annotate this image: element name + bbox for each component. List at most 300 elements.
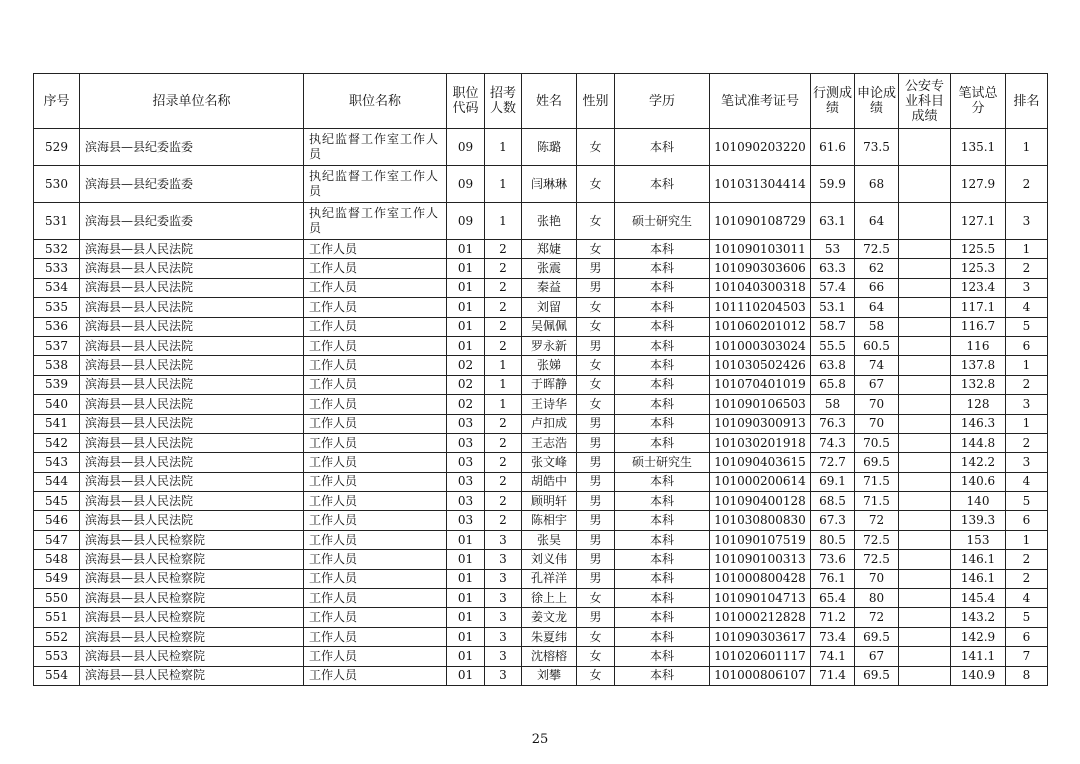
cell-index: 545: [34, 492, 80, 511]
cell-gender: 男: [577, 530, 615, 549]
cell-name: 孔祥洋: [522, 569, 577, 588]
cell-rank: 5: [1006, 608, 1048, 627]
table-row: [34, 608, 1048, 627]
cell-index: 554: [34, 666, 80, 685]
cell-gender: 男: [577, 472, 615, 491]
cell-total-score: 117.1: [951, 298, 1006, 317]
cell-unit: 滨海县—县纪委监委: [80, 203, 304, 240]
cell-education: 本科: [615, 356, 710, 375]
cell-index: 539: [34, 375, 80, 394]
cell-total-score: 135.1: [951, 129, 1006, 166]
cell-gender: 女: [577, 129, 615, 166]
cell-gender: 女: [577, 589, 615, 608]
cell-education: 本科: [615, 647, 710, 666]
table-row: [34, 647, 1048, 666]
cell-unit: 滨海县—县人民检察院: [80, 530, 304, 549]
cell-total-score: 140: [951, 492, 1006, 511]
table-row: [34, 589, 1048, 608]
cell-code: 02: [447, 395, 485, 414]
cell-essay-score: 71.5: [855, 492, 899, 511]
cell-essay-score: 70: [855, 414, 899, 433]
cell-gender: 男: [577, 259, 615, 278]
cell-index: 552: [34, 627, 80, 646]
cell-index: 548: [34, 550, 80, 569]
cell-total-score: 116.7: [951, 317, 1006, 336]
cell-essay-score: 70.5: [855, 433, 899, 452]
cell-position: 工作人员: [304, 395, 447, 414]
cell-exam-id: 101030201918: [710, 433, 811, 452]
cell-quota: 3: [485, 627, 522, 646]
cell-aptitude-score: 68.5: [811, 492, 855, 511]
results-table: [33, 73, 1048, 686]
cell-education: 本科: [615, 530, 710, 549]
cell-gender: 女: [577, 395, 615, 414]
cell-quota: 2: [485, 414, 522, 433]
cell-essay-score: 64: [855, 203, 899, 240]
cell-education: 本科: [615, 278, 710, 297]
cell-name: 胡皓中: [522, 472, 577, 491]
cell-quota: 1: [485, 395, 522, 414]
cell-code: 01: [447, 589, 485, 608]
table-row: [34, 298, 1048, 317]
cell-name: 张震: [522, 259, 577, 278]
cell-unit: 滨海县—县人民法院: [80, 472, 304, 491]
table-row: [34, 203, 1048, 240]
cell-quota: 3: [485, 550, 522, 569]
cell-police-score: [899, 569, 951, 588]
cell-code: 01: [447, 608, 485, 627]
cell-index: 550: [34, 589, 80, 608]
cell-unit: 滨海县—县人民法院: [80, 259, 304, 278]
cell-code: 01: [447, 317, 485, 336]
cell-position: 工作人员: [304, 511, 447, 530]
cell-total-score: 145.4: [951, 589, 1006, 608]
cell-total-score: 146.3: [951, 414, 1006, 433]
cell-education: 本科: [615, 589, 710, 608]
cell-police-score: [899, 433, 951, 452]
cell-aptitude-score: 74.3: [811, 433, 855, 452]
cell-total-score: 146.1: [951, 569, 1006, 588]
cell-gender: 女: [577, 647, 615, 666]
cell-unit: 滨海县—县人民法院: [80, 336, 304, 355]
cell-aptitude-score: 71.4: [811, 666, 855, 685]
cell-essay-score: 72.5: [855, 530, 899, 549]
cell-education: 本科: [615, 317, 710, 336]
cell-index: 549: [34, 569, 80, 588]
cell-unit: 滨海县—县人民检察院: [80, 550, 304, 569]
cell-exam-id: 101030502426: [710, 356, 811, 375]
table-row: [34, 472, 1048, 491]
cell-education: 本科: [615, 550, 710, 569]
cell-position: 工作人员: [304, 492, 447, 511]
cell-aptitude-score: 57.4: [811, 278, 855, 297]
cell-quota: 2: [485, 298, 522, 317]
cell-unit: 滨海县—县人民法院: [80, 453, 304, 472]
col-header-quota: 招考人数: [485, 74, 522, 129]
cell-police-score: [899, 511, 951, 530]
cell-exam-id: 101090106503: [710, 395, 811, 414]
cell-aptitude-score: 63.1: [811, 203, 855, 240]
cell-unit: 滨海县—县人民法院: [80, 433, 304, 452]
cell-name: 张娣: [522, 356, 577, 375]
cell-rank: 4: [1006, 298, 1048, 317]
cell-unit: 滨海县—县人民法院: [80, 492, 304, 511]
cell-rank: 5: [1006, 492, 1048, 511]
cell-aptitude-score: 63.8: [811, 356, 855, 375]
cell-aptitude-score: 65.8: [811, 375, 855, 394]
cell-gender: 男: [577, 414, 615, 433]
cell-total-score: 125.3: [951, 259, 1006, 278]
cell-essay-score: 67: [855, 647, 899, 666]
cell-essay-score: 72: [855, 511, 899, 530]
cell-essay-score: 66: [855, 278, 899, 297]
cell-position: 工作人员: [304, 356, 447, 375]
cell-position: 工作人员: [304, 298, 447, 317]
cell-aptitude-score: 65.4: [811, 589, 855, 608]
cell-code: 01: [447, 569, 485, 588]
cell-total-score: 127.9: [951, 166, 1006, 203]
cell-quota: 3: [485, 666, 522, 685]
cell-police-score: [899, 203, 951, 240]
col-header-index: 序号: [34, 74, 80, 129]
cell-name: 刘攀: [522, 666, 577, 685]
cell-quota: 2: [485, 511, 522, 530]
cell-quota: 3: [485, 530, 522, 549]
cell-rank: 8: [1006, 666, 1048, 685]
table-row: [34, 530, 1048, 549]
table-row: [34, 336, 1048, 355]
cell-police-score: [899, 317, 951, 336]
cell-police-score: [899, 336, 951, 355]
cell-name: 陈璐: [522, 129, 577, 166]
cell-position: 工作人员: [304, 240, 447, 259]
cell-essay-score: 71.5: [855, 472, 899, 491]
cell-gender: 男: [577, 336, 615, 355]
cell-unit: 滨海县—县人民检察院: [80, 627, 304, 646]
cell-gender: 男: [577, 569, 615, 588]
cell-name: 于晖静: [522, 375, 577, 394]
cell-gender: 女: [577, 166, 615, 203]
cell-position: 执纪监督工作室工作人员: [304, 203, 447, 240]
cell-quota: 2: [485, 453, 522, 472]
cell-essay-score: 68: [855, 166, 899, 203]
cell-police-score: [899, 472, 951, 491]
cell-index: 547: [34, 530, 80, 549]
cell-name: 罗永新: [522, 336, 577, 355]
cell-name: 沈榕榕: [522, 647, 577, 666]
cell-code: 01: [447, 550, 485, 569]
cell-index: 532: [34, 240, 80, 259]
cell-aptitude-score: 63.3: [811, 259, 855, 278]
cell-aptitude-score: 53.1: [811, 298, 855, 317]
cell-name: 顾明轩: [522, 492, 577, 511]
cell-index: 553: [34, 647, 80, 666]
cell-essay-score: 80: [855, 589, 899, 608]
cell-unit: 滨海县—县人民法院: [80, 395, 304, 414]
cell-exam-id: 101000212828: [710, 608, 811, 627]
cell-essay-score: 70: [855, 569, 899, 588]
table-row: [34, 453, 1048, 472]
cell-rank: 6: [1006, 627, 1048, 646]
cell-code: 09: [447, 166, 485, 203]
cell-code: 03: [447, 414, 485, 433]
cell-name: 卢扣成: [522, 414, 577, 433]
cell-exam-id: 101090400128: [710, 492, 811, 511]
cell-aptitude-score: 73.4: [811, 627, 855, 646]
table-row: [34, 414, 1048, 433]
col-header-code: 职位代码: [447, 74, 485, 129]
cell-police-score: [899, 240, 951, 259]
cell-aptitude-score: 73.6: [811, 550, 855, 569]
cell-position: 工作人员: [304, 278, 447, 297]
cell-index: 530: [34, 166, 80, 203]
cell-unit: 滨海县—县人民法院: [80, 356, 304, 375]
cell-essay-score: 67: [855, 375, 899, 394]
cell-name: 秦益: [522, 278, 577, 297]
table-row: [34, 166, 1048, 203]
cell-name: 张昊: [522, 530, 577, 549]
cell-aptitude-score: 71.2: [811, 608, 855, 627]
cell-total-score: 143.2: [951, 608, 1006, 627]
cell-total-score: 132.8: [951, 375, 1006, 394]
cell-rank: 3: [1006, 203, 1048, 240]
header-row: [34, 74, 1048, 129]
cell-essay-score: 73.5: [855, 129, 899, 166]
cell-education: 本科: [615, 298, 710, 317]
cell-position: 工作人员: [304, 317, 447, 336]
cell-gender: 男: [577, 492, 615, 511]
cell-rank: 3: [1006, 278, 1048, 297]
cell-gender: 男: [577, 433, 615, 452]
cell-code: 03: [447, 492, 485, 511]
cell-position: 工作人员: [304, 414, 447, 433]
cell-quota: 3: [485, 647, 522, 666]
cell-unit: 滨海县—县人民法院: [80, 511, 304, 530]
cell-total-score: 142.9: [951, 627, 1006, 646]
cell-rank: 5: [1006, 317, 1048, 336]
cell-position: 工作人员: [304, 433, 447, 452]
cell-rank: 1: [1006, 530, 1048, 549]
cell-gender: 女: [577, 240, 615, 259]
cell-aptitude-score: 58: [811, 395, 855, 414]
cell-code: 01: [447, 259, 485, 278]
table-body: [34, 129, 1048, 686]
cell-education: 本科: [615, 627, 710, 646]
cell-education: 本科: [615, 472, 710, 491]
cell-quota: 1: [485, 166, 522, 203]
cell-unit: 滨海县—县人民检察院: [80, 589, 304, 608]
cell-education: 本科: [615, 414, 710, 433]
cell-police-score: [899, 259, 951, 278]
cell-position: 工作人员: [304, 375, 447, 394]
cell-name: 张艳: [522, 203, 577, 240]
cell-essay-score: 72: [855, 608, 899, 627]
cell-aptitude-score: 55.5: [811, 336, 855, 355]
cell-essay-score: 69.5: [855, 666, 899, 685]
table-row: [34, 259, 1048, 278]
cell-aptitude-score: 58.7: [811, 317, 855, 336]
cell-name: 姜文龙: [522, 608, 577, 627]
cell-rank: 4: [1006, 472, 1048, 491]
cell-index: 543: [34, 453, 80, 472]
cell-unit: 滨海县—县人民法院: [80, 317, 304, 336]
cell-exam-id: 101000200614: [710, 472, 811, 491]
cell-position: 执纪监督工作室工作人员: [304, 129, 447, 166]
cell-total-score: 127.1: [951, 203, 1006, 240]
col-header-gender: 性别: [577, 74, 615, 129]
cell-quota: 2: [485, 472, 522, 491]
cell-exam-id: 101030800830: [710, 511, 811, 530]
cell-total-score: 144.8: [951, 433, 1006, 452]
cell-code: 01: [447, 298, 485, 317]
table-row: [34, 627, 1048, 646]
cell-aptitude-score: 80.5: [811, 530, 855, 549]
cell-police-score: [899, 608, 951, 627]
cell-exam-id: 101090103011: [710, 240, 811, 259]
table-row: [34, 129, 1048, 166]
cell-unit: 滨海县—县人民检察院: [80, 666, 304, 685]
cell-education: 本科: [615, 259, 710, 278]
cell-code: 09: [447, 203, 485, 240]
cell-gender: 女: [577, 375, 615, 394]
cell-rank: 2: [1006, 166, 1048, 203]
cell-exam-id: 101090303606: [710, 259, 811, 278]
col-header-total-score: 笔试总分: [951, 74, 1006, 129]
cell-aptitude-score: 76.1: [811, 569, 855, 588]
cell-essay-score: 62: [855, 259, 899, 278]
cell-name: 张文峰: [522, 453, 577, 472]
cell-gender: 女: [577, 298, 615, 317]
cell-position: 工作人员: [304, 259, 447, 278]
cell-total-score: 146.1: [951, 550, 1006, 569]
cell-exam-id: 101090100313: [710, 550, 811, 569]
cell-code: 02: [447, 375, 485, 394]
cell-code: 01: [447, 530, 485, 549]
cell-aptitude-score: 76.3: [811, 414, 855, 433]
cell-unit: 滨海县—县人民检察院: [80, 647, 304, 666]
cell-total-score: 140.6: [951, 472, 1006, 491]
cell-rank: 3: [1006, 453, 1048, 472]
cell-quota: 2: [485, 278, 522, 297]
cell-index: 538: [34, 356, 80, 375]
cell-total-score: 137.8: [951, 356, 1006, 375]
cell-gender: 男: [577, 278, 615, 297]
cell-exam-id: 101000806107: [710, 666, 811, 685]
cell-rank: 1: [1006, 356, 1048, 375]
cell-aptitude-score: 59.9: [811, 166, 855, 203]
cell-police-score: [899, 666, 951, 685]
cell-unit: 滨海县—县纪委监委: [80, 166, 304, 203]
cell-education: 本科: [615, 240, 710, 259]
cell-police-score: [899, 414, 951, 433]
cell-gender: 男: [577, 550, 615, 569]
cell-rank: 2: [1006, 550, 1048, 569]
table-row: [34, 395, 1048, 414]
cell-essay-score: 72.5: [855, 550, 899, 569]
cell-education: 本科: [615, 569, 710, 588]
cell-code: 03: [447, 433, 485, 452]
cell-index: 542: [34, 433, 80, 452]
cell-police-score: [899, 627, 951, 646]
cell-code: 01: [447, 627, 485, 646]
cell-gender: 女: [577, 356, 615, 375]
cell-position: 工作人员: [304, 589, 447, 608]
cell-gender: 女: [577, 666, 615, 685]
cell-exam-id: 101000800428: [710, 569, 811, 588]
cell-police-score: [899, 550, 951, 569]
col-header-exam-id: 笔试准考证号: [710, 74, 811, 129]
cell-unit: 滨海县—县纪委监委: [80, 129, 304, 166]
cell-name: 刘义伟: [522, 550, 577, 569]
cell-quota: 1: [485, 375, 522, 394]
cell-aptitude-score: 74.1: [811, 647, 855, 666]
cell-police-score: [899, 166, 951, 203]
cell-index: 544: [34, 472, 80, 491]
cell-police-score: [899, 298, 951, 317]
cell-name: 王志浩: [522, 433, 577, 452]
cell-position: 工作人员: [304, 608, 447, 627]
cell-rank: 2: [1006, 569, 1048, 588]
cell-quota: 3: [485, 608, 522, 627]
cell-total-score: 140.9: [951, 666, 1006, 685]
cell-index: 533: [34, 259, 80, 278]
table-row: [34, 666, 1048, 685]
col-header-essay-score: 申论成绩: [855, 74, 899, 129]
cell-quota: 1: [485, 129, 522, 166]
cell-code: 01: [447, 278, 485, 297]
cell-education: 本科: [615, 511, 710, 530]
cell-index: 529: [34, 129, 80, 166]
cell-aptitude-score: 72.7: [811, 453, 855, 472]
cell-rank: 2: [1006, 259, 1048, 278]
table-row: [34, 550, 1048, 569]
cell-education: 本科: [615, 375, 710, 394]
cell-code: 01: [447, 647, 485, 666]
cell-police-score: [899, 530, 951, 549]
col-header-position: 职位名称: [304, 74, 447, 129]
cell-gender: 女: [577, 627, 615, 646]
col-header-name: 姓名: [522, 74, 577, 129]
cell-total-score: 128: [951, 395, 1006, 414]
cell-essay-score: 74: [855, 356, 899, 375]
cell-exam-id: 101090104713: [710, 589, 811, 608]
cell-quota: 2: [485, 317, 522, 336]
cell-police-score: [899, 647, 951, 666]
cell-police-score: [899, 129, 951, 166]
cell-exam-id: 101040300318: [710, 278, 811, 297]
cell-unit: 滨海县—县人民法院: [80, 240, 304, 259]
cell-education: 本科: [615, 433, 710, 452]
cell-unit: 滨海县—县人民法院: [80, 298, 304, 317]
col-header-rank: 排名: [1006, 74, 1048, 129]
cell-exam-id: 101090203220: [710, 129, 811, 166]
page-number: 25: [531, 732, 549, 747]
cell-index: 531: [34, 203, 80, 240]
cell-essay-score: 70: [855, 395, 899, 414]
cell-exam-id: 101110204503: [710, 298, 811, 317]
cell-quota: 2: [485, 492, 522, 511]
cell-quota: 2: [485, 259, 522, 278]
cell-exam-id: 101020601117: [710, 647, 811, 666]
table-row: [34, 511, 1048, 530]
cell-total-score: 141.1: [951, 647, 1006, 666]
cell-education: 本科: [615, 492, 710, 511]
cell-name: 徐上上: [522, 589, 577, 608]
cell-index: 537: [34, 336, 80, 355]
cell-code: 09: [447, 129, 485, 166]
table-row: [34, 317, 1048, 336]
cell-exam-id: 101090403615: [710, 453, 811, 472]
